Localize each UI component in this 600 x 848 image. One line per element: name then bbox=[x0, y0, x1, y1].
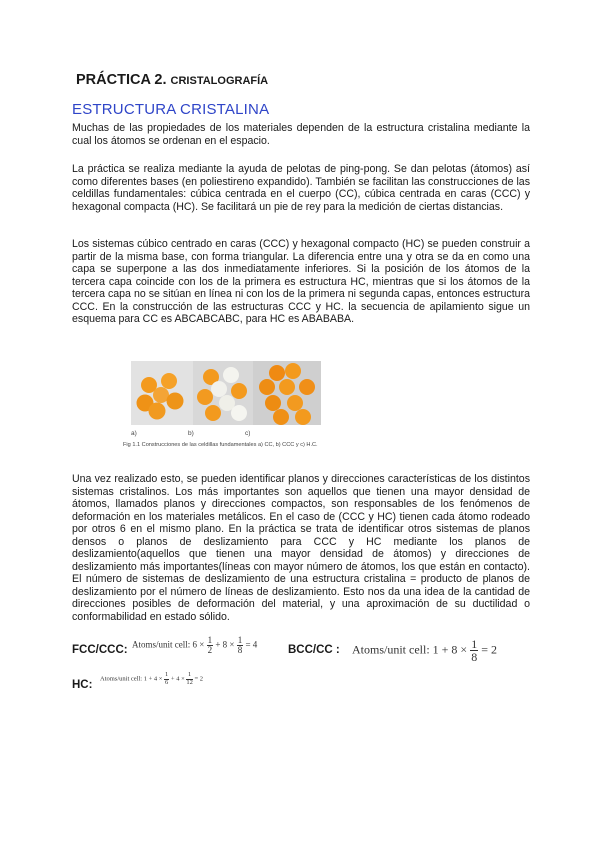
fcc-fraction-2: $\frac{1}{8}$ bbox=[237, 635, 243, 655]
fcc-label: FCC/CCC: bbox=[72, 644, 128, 656]
hc-formula-mid: + 4 × bbox=[170, 675, 185, 683]
bcc-label: BCC/CC : bbox=[288, 644, 340, 656]
bcc-formula-end: = 2 bbox=[481, 642, 497, 657]
fcc-formula-end: = 4 bbox=[245, 639, 258, 650]
bcc-formula bbox=[352, 638, 497, 663]
bcc-fraction: $\frac{1}{8}$ bbox=[471, 637, 478, 664]
bcc-formula-text: Atoms/unit cell: 1 + 8 × bbox=[352, 642, 468, 657]
hc-formula bbox=[100, 672, 203, 686]
fcc-formula-mid: + 8 × bbox=[215, 639, 235, 650]
figure-caption: Fig 1.1 Construcciones de las celdillas fundamentales a) CC, b) CCC y c) H.C. bbox=[123, 442, 318, 448]
model-hcp bbox=[253, 361, 321, 425]
hc-formula-end: = 2 bbox=[194, 675, 204, 683]
hc-fraction-1: $\frac{1}{6}$ bbox=[165, 671, 169, 686]
paragraph-stacking: Los sistemas cúbico centrado en caras (CCC) y hexagonal compacto (HC) se pueden construir a partir de la misma base, con forma triangular. La diferencia entre una y otra se da en como una capa se superpone a las dos inmediatamente inferiores. Si la posición de los átomos de la tercera capa coincide con los de la primera es estructura HC, mientras que si los átomos de la tercera capa no se sitúan en línea ni con los de la primera ni segunda capas, entonces estructura CCC. En la construcción de las estructuras CCC y HC. la secuencia de apilamiento sigue un esquema para CC es ABCABCABC, para HC es ABABABA. bbox=[72, 238, 530, 325]
figure-label-b: b) bbox=[188, 430, 194, 437]
paragraph-materials: La práctica se realiza mediante la ayuda de pelotas de ping-pong. Se dan pelotas (átomos) así como diferentes bases (en poliestireno expandido). También se facilitan las construcciones de las celdillas fundamentales: cúbica centrada en el cuerpo (CC), cúbica centrada en caras (CCC) y hexagonal compacta (HC). Se facilitará un pie de rey para la medición de ciertas distancias. bbox=[72, 163, 530, 213]
fcc-formula-text: Atoms/unit cell: 6 × bbox=[132, 639, 205, 650]
figure-label-a: a) bbox=[131, 430, 137, 437]
title-main: PRÁCTICA 2 bbox=[76, 72, 163, 88]
fcc-formula bbox=[132, 636, 257, 655]
figure-label-c: c) bbox=[245, 430, 251, 437]
paragraph-intro: Muchas de las propiedades de los materiales dependen de la estructura cristalina mediante la cual los átomos se ordenan en el espacio. bbox=[72, 122, 530, 147]
hc-formula-text: Atoms/unit cell: 1 + 4 × bbox=[100, 675, 163, 683]
title-separator: . bbox=[162, 72, 171, 88]
model-fcc bbox=[193, 361, 253, 425]
hc-fraction-2: $\frac{1}{12}$ bbox=[186, 671, 193, 686]
practice-title bbox=[76, 72, 268, 88]
title-subtitle: CRISTALOGRAFÍA bbox=[170, 75, 269, 87]
crystal-models-photo bbox=[131, 361, 321, 425]
section-heading: ESTRUCTURA CRISTALINA bbox=[72, 101, 270, 118]
paragraph-slip-systems: Una vez realizado esto, se pueden identificar planos y direcciones características de los distintos sistemas cristalinos. Los más importantes son aquellos que tienen una mayor densidad de átomos, llamados planos y direcciones compactos, son responsables de los fenómenos de deformación en los materiales metálicos. En el caso de (CCC y HC) tienen cada átomo rodeado por otros 6 en el mismo plano. En la práctica se trata de identificar otros sistemas de planos densos o planos de deslizamiento para CCC y HC mediante los planos de deslizamiento(aquellos que tienen una mayor densidad de átomos) y direcciones de deslizamiento más importantes(líneas con mayor número de átomos, los que están en contacto). El número de sistemas de deslizamiento de una estructura cristalina = producto de planos de deslizamiento por el número de líneas de deslizamiento. Esto nos da una idea de la cantidad de direcciones posibles de deformación del material, y una aproximación de su ductilidad o conformabilidad en estado sólido. bbox=[72, 473, 530, 623]
fcc-fraction-1: $\frac{1}{2}$ bbox=[207, 635, 213, 655]
hc-label: HC: bbox=[72, 679, 93, 691]
